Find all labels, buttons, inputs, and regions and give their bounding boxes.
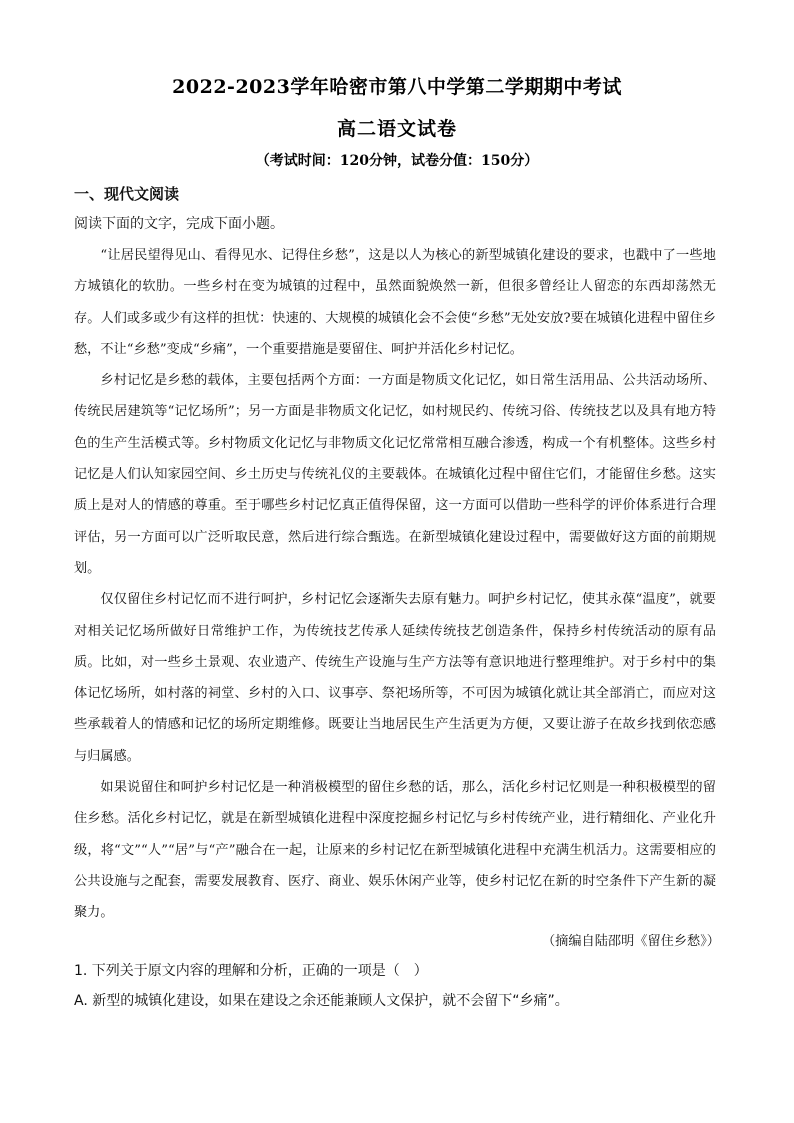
reading-passage <box>74 240 716 929</box>
passage-paragraph: 如果说留住和呵护乡村记忆是一种消极模型的留住乡愁的话，那么，活化乡村记忆则是一种积极模型的留住乡愁。活化乡村记忆，就是在新型城镇化进程中深度挖掘乡村记忆与乡村传统产业，进行精细化、产业化升级，将“文”“人”“居”与“产”融合在一起，让原来的乡村记忆在新型城镇化进程中充满生机活力。这需要相应的公共设施与之配套，需要发展教育、医疗、商业、娱乐休闲产业等，使乡村记忆在新的时空条件下产生新的凝聚力。 <box>74 780 716 921</box>
answer-option-a: A. 新型的城镇化建设，如果在建设之余还能兼顾人文保护，就不会留下“乡痛”。 <box>74 993 569 1009</box>
passage-paragraph: 仅仅留住乡村记忆而不进行呵护，乡村记忆会逐渐失去原有魅力。呵护乡村记忆，使其永葆“温度”，就要对相关记忆场所做好日常维护工作，为传统技艺传承人延续传统技艺创造条件，保持乡村传统活动的原有品质。比如，对一些乡土景观、农业遗产、传统生产设施与生产方法等有意识地进行整理维护。对于乡村中的集体记忆场所，如村落的祠堂、乡村的入口、议事亭、祭祀场所等，不可因为城镇化就让其全部消亡，而应对这些承载着人的情感和记忆的场所定期维修。既要让当地居民生产生活更为方便，又要让游子在故乡找到依恋感与归属感。 <box>74 592 716 764</box>
passage-paragraph: “让居民望得见山、看得见水、记得住乡愁”，这是以人为核心的新型城镇化建设的要求，也戳中了一些地方城镇化的软肋。一些乡村在变为城镇的过程中，虽然面貌焕然一新，但很多曾经让人留恋的东西却荡然无存。人们或多或少有这样的担忧：快速的、大规模的城镇化会不会使“乡愁”无处安放?要在城镇化进程中留住乡愁，不让“乡愁”变成“乡痛”，一个重要措施是要留住、呵护并活化乡村记忆。 <box>74 248 716 357</box>
passage-paragraph: 乡村记忆是乡愁的载体，主要包括两个方面：一方面是物质文化记忆，如日常生活用品、公共活动场所、传统民居建筑等“记忆场所”；另一方面是非物质文化记忆，如村规民约、传统习俗、传统技艺以及具有地方特色的生产生活模式等。乡村物质文化记忆与非物质文化记忆常常相互融合渗透，构成一个有机整体。这些乡村记忆是人们认知家园空间、乡土历史与传统礼仪的主要载体。在城镇化过程中留住它们，才能留住乡愁。这实质上是对人的情感的尊重。至于哪些乡村记忆真正值得保留，这一方面可以借助一些科学的评价体系进行合理评估，另一方面可以广泛听取民意，然后进行综合甄选。在新型城镇化建设过程中，需要做好这方面的前期规划。 <box>74 373 716 576</box>
exam-title: 2022-2023学年哈密市第八中学第二学期期中考试 <box>172 76 622 98</box>
section-heading: 一、现代文阅读 <box>74 185 180 203</box>
reading-instruction: 阅读下面的文字，完成下面小题。 <box>74 216 284 232</box>
exam-subtitle: 高二语文试卷 <box>336 118 457 140</box>
exam-info: （考试时间：120分钟，试卷分值：150分） <box>255 153 539 169</box>
question-stem: 1. 下列关于原文内容的理解和分析，正确的一项是（ ） <box>74 963 428 979</box>
passage-source: （摘编自陆邵明《留住乡愁》） <box>541 934 720 949</box>
